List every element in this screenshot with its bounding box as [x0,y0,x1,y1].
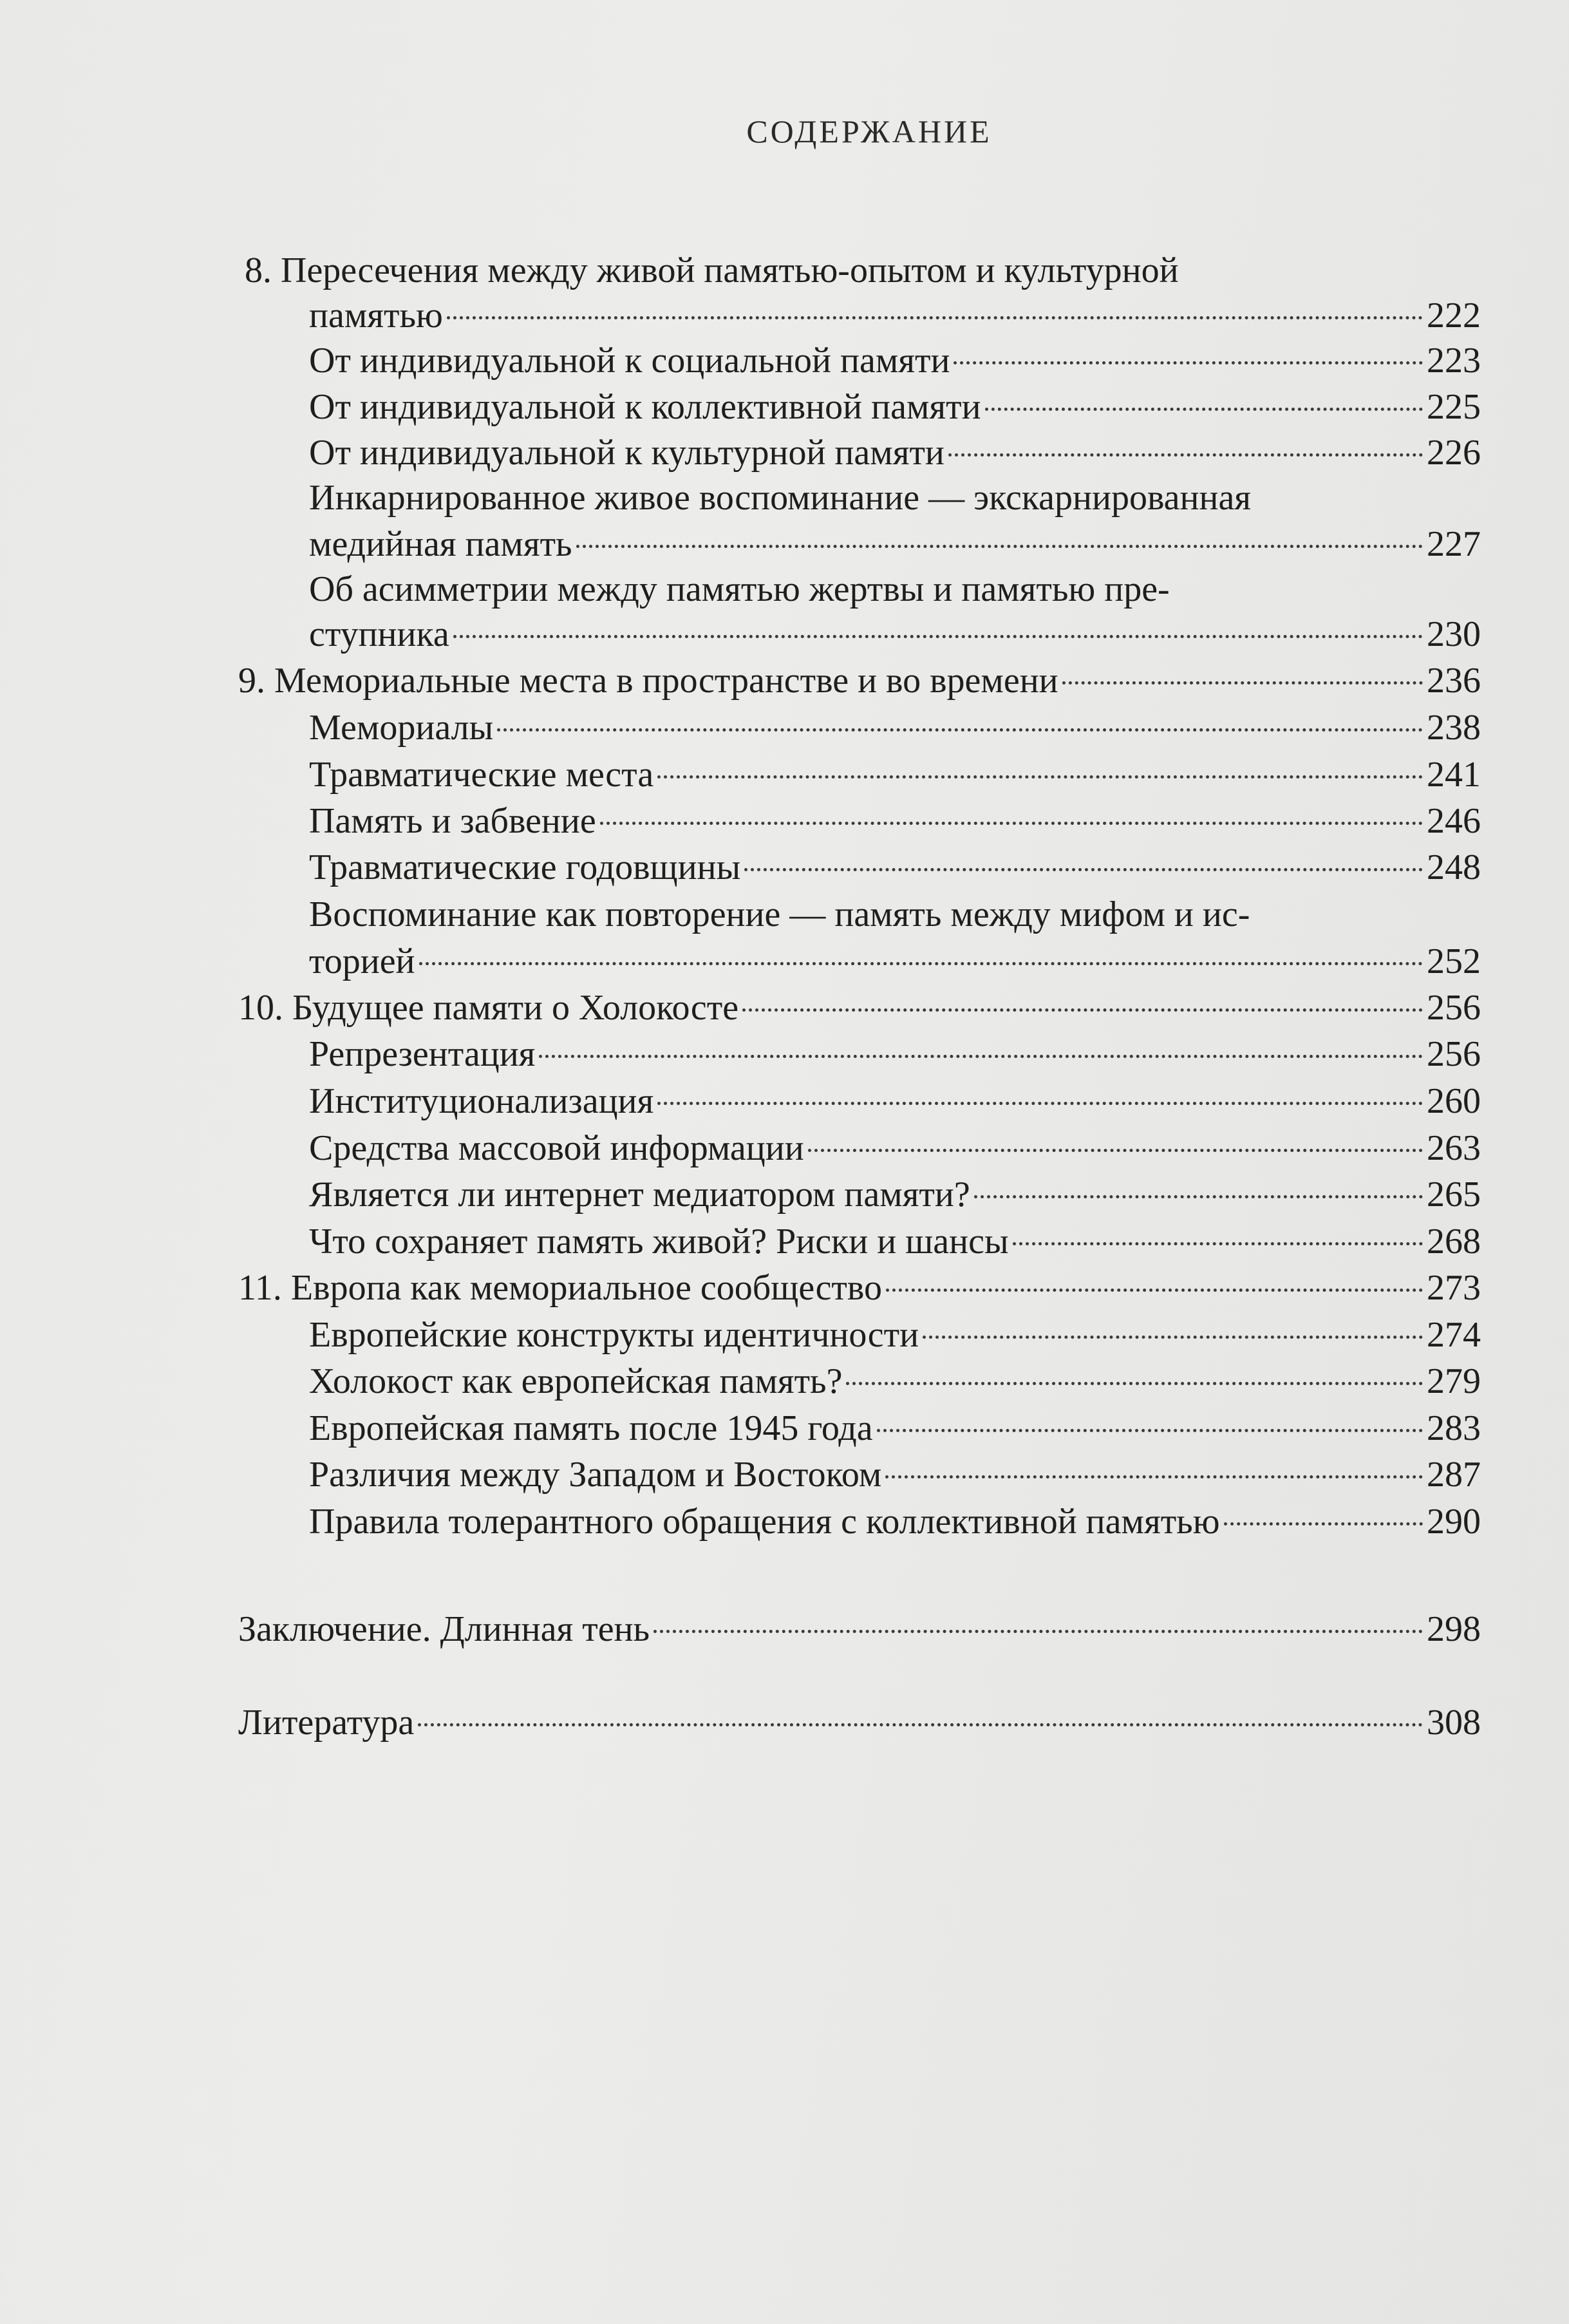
toc-entry[interactable] [309,293,1481,338]
toc-entry-title: Холокост как европейская память? [309,1361,843,1401]
toc-entry[interactable] [309,845,1481,890]
toc-entry[interactable] [309,1499,1481,1544]
toc-page-number: 222 [1427,296,1481,335]
dot-leader [954,361,1423,364]
toc-entry-first-line: Воспоминание как повторение — память между мифом и ис- [309,894,1250,934]
toc-page-number: 256 [1427,1034,1481,1074]
dot-leader [539,1054,1423,1058]
toc-page-number: 226 [1427,433,1481,473]
toc-page-number: 225 [1427,387,1481,427]
toc-entry-title: Что сохраняет память живой? Риски и шансы [309,1222,1009,1261]
toc-entry[interactable] [238,1700,1481,1745]
toc-entry-title: 11. Европа как мемориальное сообщество [238,1268,882,1308]
toc-page-number: 238 [1427,708,1481,748]
toc-entry[interactable] [309,1032,1481,1077]
toc-entry[interactable] [309,939,1481,984]
toc-entry-title: Средства массовой информации [309,1128,804,1168]
toc-entry[interactable] [309,1359,1481,1404]
dot-leader [497,728,1423,732]
toc-entry[interactable] [238,985,1481,1030]
toc-entry-title: Мемориалы [309,708,494,748]
dot-leader [1224,1522,1423,1526]
toc-page-number: 265 [1427,1175,1481,1214]
toc-page-number: 274 [1427,1315,1481,1355]
toc-entry[interactable] [238,1607,1481,1652]
toc-entry-title: 10. Будущее памяти о Холокосте [238,988,739,1028]
toc-page-number: 283 [1427,1408,1481,1448]
toc-entry[interactable] [309,1172,1481,1217]
toc-page-number: 252 [1427,941,1481,981]
toc-page-number: 287 [1427,1455,1481,1495]
dot-leader [877,1428,1423,1432]
dot-leader [418,1723,1423,1726]
toc-page-number: 223 [1427,341,1481,381]
dot-leader [886,1288,1423,1292]
toc-entry-title: торией [309,941,415,981]
dot-leader [657,1101,1423,1105]
toc-entry-title: Травматические места [309,755,654,795]
toc-page-number: 248 [1427,847,1481,887]
toc-entry-first-line: Об асимметрии между памятью жертвы и памятью пре- [309,569,1170,609]
dot-leader [1062,681,1423,685]
dot-leader [808,1148,1423,1152]
toc-entry-title: Травматические годовщины [309,847,741,887]
toc-entry[interactable] [309,1406,1481,1451]
toc-entry[interactable] [309,1452,1481,1497]
toc-entry-title: Европейская память после 1945 года [309,1408,873,1448]
toc-page-number: 256 [1427,988,1481,1028]
dot-leader [657,775,1423,779]
dot-leader [846,1381,1423,1385]
toc-entry-title: Европейские конструкты идентичности [309,1315,919,1355]
dot-leader [576,544,1423,548]
toc-entry-title: Репрезентация [309,1034,536,1074]
toc-page-number: 268 [1427,1222,1481,1261]
toc-entry-title: медийная память [309,524,572,564]
toc-page-number: 241 [1427,755,1481,795]
toc-page-number: 279 [1427,1361,1481,1401]
toc-entry[interactable] [309,1126,1481,1171]
toc-page-number: 246 [1427,801,1481,841]
toc-entry-title: Литература [238,1703,415,1743]
toc-page-number: 227 [1427,524,1481,564]
dot-leader [419,961,1423,965]
toc-page-number: 298 [1427,1609,1481,1649]
page-header: СОДЕРЖАНИЕ [746,113,992,149]
toc-entry[interactable] [309,1219,1481,1264]
toc-entry[interactable] [309,705,1481,750]
toc-page-number: 263 [1427,1128,1481,1168]
toc-entry-title: памятью [309,296,443,335]
dot-leader [948,453,1423,457]
toc-entry-title: Институционализация [309,1081,654,1121]
toc-entry[interactable] [309,1312,1481,1357]
toc-entry-title: ступника [309,614,449,654]
toc-entry[interactable] [309,522,1481,567]
dot-leader [744,867,1423,871]
toc-entry-title: От индивидуальной к социальной памяти [309,341,950,381]
toc-entry-title: Заключение. Длинная тень [238,1609,650,1649]
toc-entry-title: От индивидуальной к культурной памяти [309,433,944,473]
toc-page-number: 290 [1427,1502,1481,1542]
dot-leader [653,1629,1423,1633]
dot-leader [447,316,1423,319]
toc-entry-first-line: Инкарнированное живое воспоминание — экскарнированная [309,478,1252,518]
toc-entry-title: От индивидуальной к коллективной памяти [309,387,981,427]
toc-page-number: 273 [1427,1268,1481,1308]
toc-page-number: 308 [1427,1703,1481,1743]
toc-entry[interactable] [238,658,1481,703]
toc-entry-title: Различия между Западом и Востоком [309,1455,882,1495]
dot-leader [742,1008,1423,1012]
toc-page-number: 236 [1427,661,1481,701]
dot-leader [453,634,1423,638]
toc-entry[interactable] [238,1265,1481,1310]
toc-entry[interactable] [309,338,1481,383]
toc-entry[interactable] [309,752,1481,797]
toc-entry-first-line: 8. Пересечения между живой памятью-опытом и культурной [245,250,1179,290]
dot-leader [923,1335,1423,1339]
toc-page-number: 260 [1427,1081,1481,1121]
toc-entry-title: 9. Мемориальные места в пространстве и во времени [238,661,1058,701]
dot-leader [885,1475,1423,1478]
toc-entry[interactable] [309,798,1481,844]
toc-entry-title: Правила толерантного обращения с коллективной памятью [309,1502,1220,1542]
toc-entry[interactable] [309,612,1481,657]
toc-page-number: 230 [1427,614,1481,654]
toc-entry-title: Память и забвение [309,801,596,841]
toc-entry-title: Является ли интернет медиатором памяти? [309,1175,970,1214]
dot-leader [974,1195,1423,1198]
dot-leader [985,407,1423,411]
toc-entry[interactable] [309,1079,1481,1124]
toc-entry[interactable] [309,384,1481,430]
dot-leader [600,821,1423,825]
dot-leader [1013,1242,1423,1245]
toc-entry[interactable] [309,430,1481,475]
